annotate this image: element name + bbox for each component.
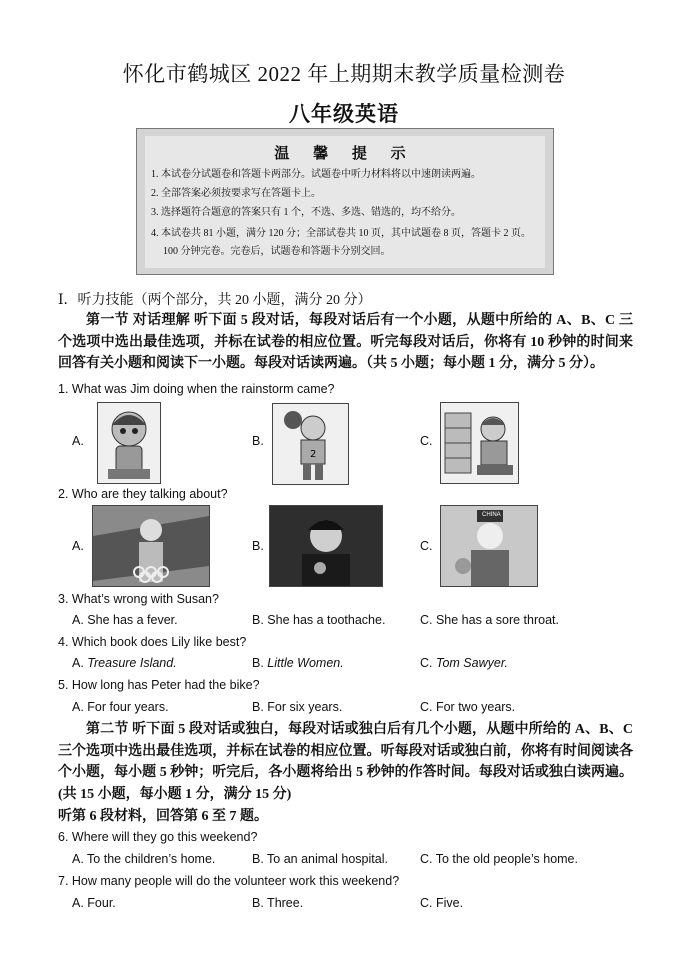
exam-title: 怀化市鹤城区 2022 年上期期末教学质量检测卷 bbox=[122, 62, 566, 86]
q4-option-b bbox=[252, 656, 344, 670]
tips-box bbox=[136, 128, 554, 275]
q3-option-a: A. She has a fever. bbox=[72, 613, 178, 627]
q5-option-a: A. For four years. bbox=[72, 700, 169, 714]
svg-text:2: 2 bbox=[310, 449, 317, 460]
q2-option-c-label: C. bbox=[420, 539, 433, 553]
q4-option-c-letter: C. bbox=[420, 656, 433, 670]
q5-option-c: C. For two years. bbox=[420, 700, 516, 714]
q1-option-c-label: C. bbox=[420, 434, 433, 448]
q4-option-c-text: Tom Sawyer. bbox=[435, 656, 508, 670]
q2-option-a-label: A. bbox=[72, 539, 84, 553]
tip-item: 3. 选择题符合题意的答案只有 1 个，不选、多选、错选的，均不给分。 bbox=[151, 207, 461, 218]
question-5: 5. How long has Peter had the bike? bbox=[58, 678, 260, 692]
q4-option-c bbox=[420, 656, 508, 670]
q7-option-c: C. Five. bbox=[420, 896, 464, 910]
q4-option-a bbox=[72, 656, 177, 670]
q4-option-b-letter: B. bbox=[252, 656, 264, 670]
q3-option-b: B. She has a toothache. bbox=[252, 613, 386, 627]
q1-image-a bbox=[97, 402, 161, 484]
question-3: 3. What’s wrong with Susan? bbox=[58, 592, 219, 606]
q7-option-b: B. Three. bbox=[252, 896, 304, 910]
question-2: 2. Who are they talking about? bbox=[58, 487, 228, 501]
q1-option-b-label: B. bbox=[252, 434, 264, 448]
q2-image-a bbox=[92, 505, 210, 587]
q2-image-c bbox=[440, 505, 538, 587]
question-1: 1. What was Jim doing when the rainstorm came? bbox=[58, 382, 335, 396]
exam-subtitle: 八年级英语 bbox=[289, 102, 399, 126]
q1-image-b bbox=[272, 403, 349, 485]
part2-instructions: 第二节 听下面 5 段对话或独白，每段对话或独白后有几个小题，从题中所给的 A、B、C 三个选项中选出最佳选项，并标在试卷的相应位置。听每段对话或独白前，你将有时间阅读各个小题，每小题 5 秒钟；听完后，各小题将给出 5 秒钟的作答时间。每段对话或独白读两遍。(共 15 小题，每小题 1 分，满分 15 分) bbox=[58, 722, 633, 802]
section-heading: Ⅰ．听力技能（两个部分，共 20 小题，满分 20 分） bbox=[58, 293, 372, 308]
q7-option-a: A. Four. bbox=[72, 896, 116, 910]
question-6: 6. Where will they go this weekend? bbox=[58, 830, 258, 844]
tip-item: 4. 本试卷共 81 小题，满分 120 分；全部试卷共 10 页，其中试题卷 8 页，答题卡 2 页。100 分钟完卷。完卷后，试题卷和答题卡分别交回。 bbox=[151, 228, 531, 257]
q4-option-b-text: Little Women. bbox=[267, 656, 344, 670]
tip-item: 1. 本试卷分试题卷和答题卡两部分。试题卷中听力材料将以中速朗读两遍。 bbox=[151, 169, 481, 180]
q6-option-c: C. To the old people’s home. bbox=[420, 852, 578, 866]
q1-image-c bbox=[440, 402, 519, 484]
q3-option-c: C. She has a sore throat. bbox=[420, 613, 559, 627]
question-4: 4. Which book does Lily like best? bbox=[58, 635, 247, 649]
q6-option-a: A. To the children’s home. bbox=[72, 852, 216, 866]
q4-option-a-letter: A. bbox=[72, 656, 84, 670]
part1-instructions: 第一节 对话理解 听下面 5 段对话，每段对话后有一个小题，从题中所给的 A、B、C 三个选项中选出最佳选项，并标在试卷的相应位置。听完每段对话后，你将有 10 秒钟的时间来回答有关小题和阅读下一小题。每段对话读两遍。（共 5 小题；每小题 1 分，满分 5 分）。 bbox=[58, 313, 633, 371]
q1-option-a-label: A. bbox=[72, 434, 84, 448]
tip-item: 2. 全部答案必须按要求写在答题卡上。 bbox=[151, 188, 321, 199]
tips-heading: 温 馨 提 示 bbox=[274, 146, 416, 162]
q6-option-b: B. To an animal hospital. bbox=[252, 852, 388, 866]
material-6-heading: 听第 6 段材料，回答第 6 至 7 题。 bbox=[58, 809, 268, 824]
q2-option-b-label: B. bbox=[252, 539, 264, 553]
tips-inner bbox=[145, 136, 545, 268]
question-7: 7. How many people will do the volunteer work this weekend? bbox=[58, 874, 400, 888]
q2c-badge-text: CHINA bbox=[482, 512, 501, 518]
q5-option-b: B. For six years. bbox=[252, 700, 343, 714]
q2-image-b bbox=[269, 505, 383, 587]
q4-option-a-text: Treasure Island. bbox=[87, 656, 177, 670]
